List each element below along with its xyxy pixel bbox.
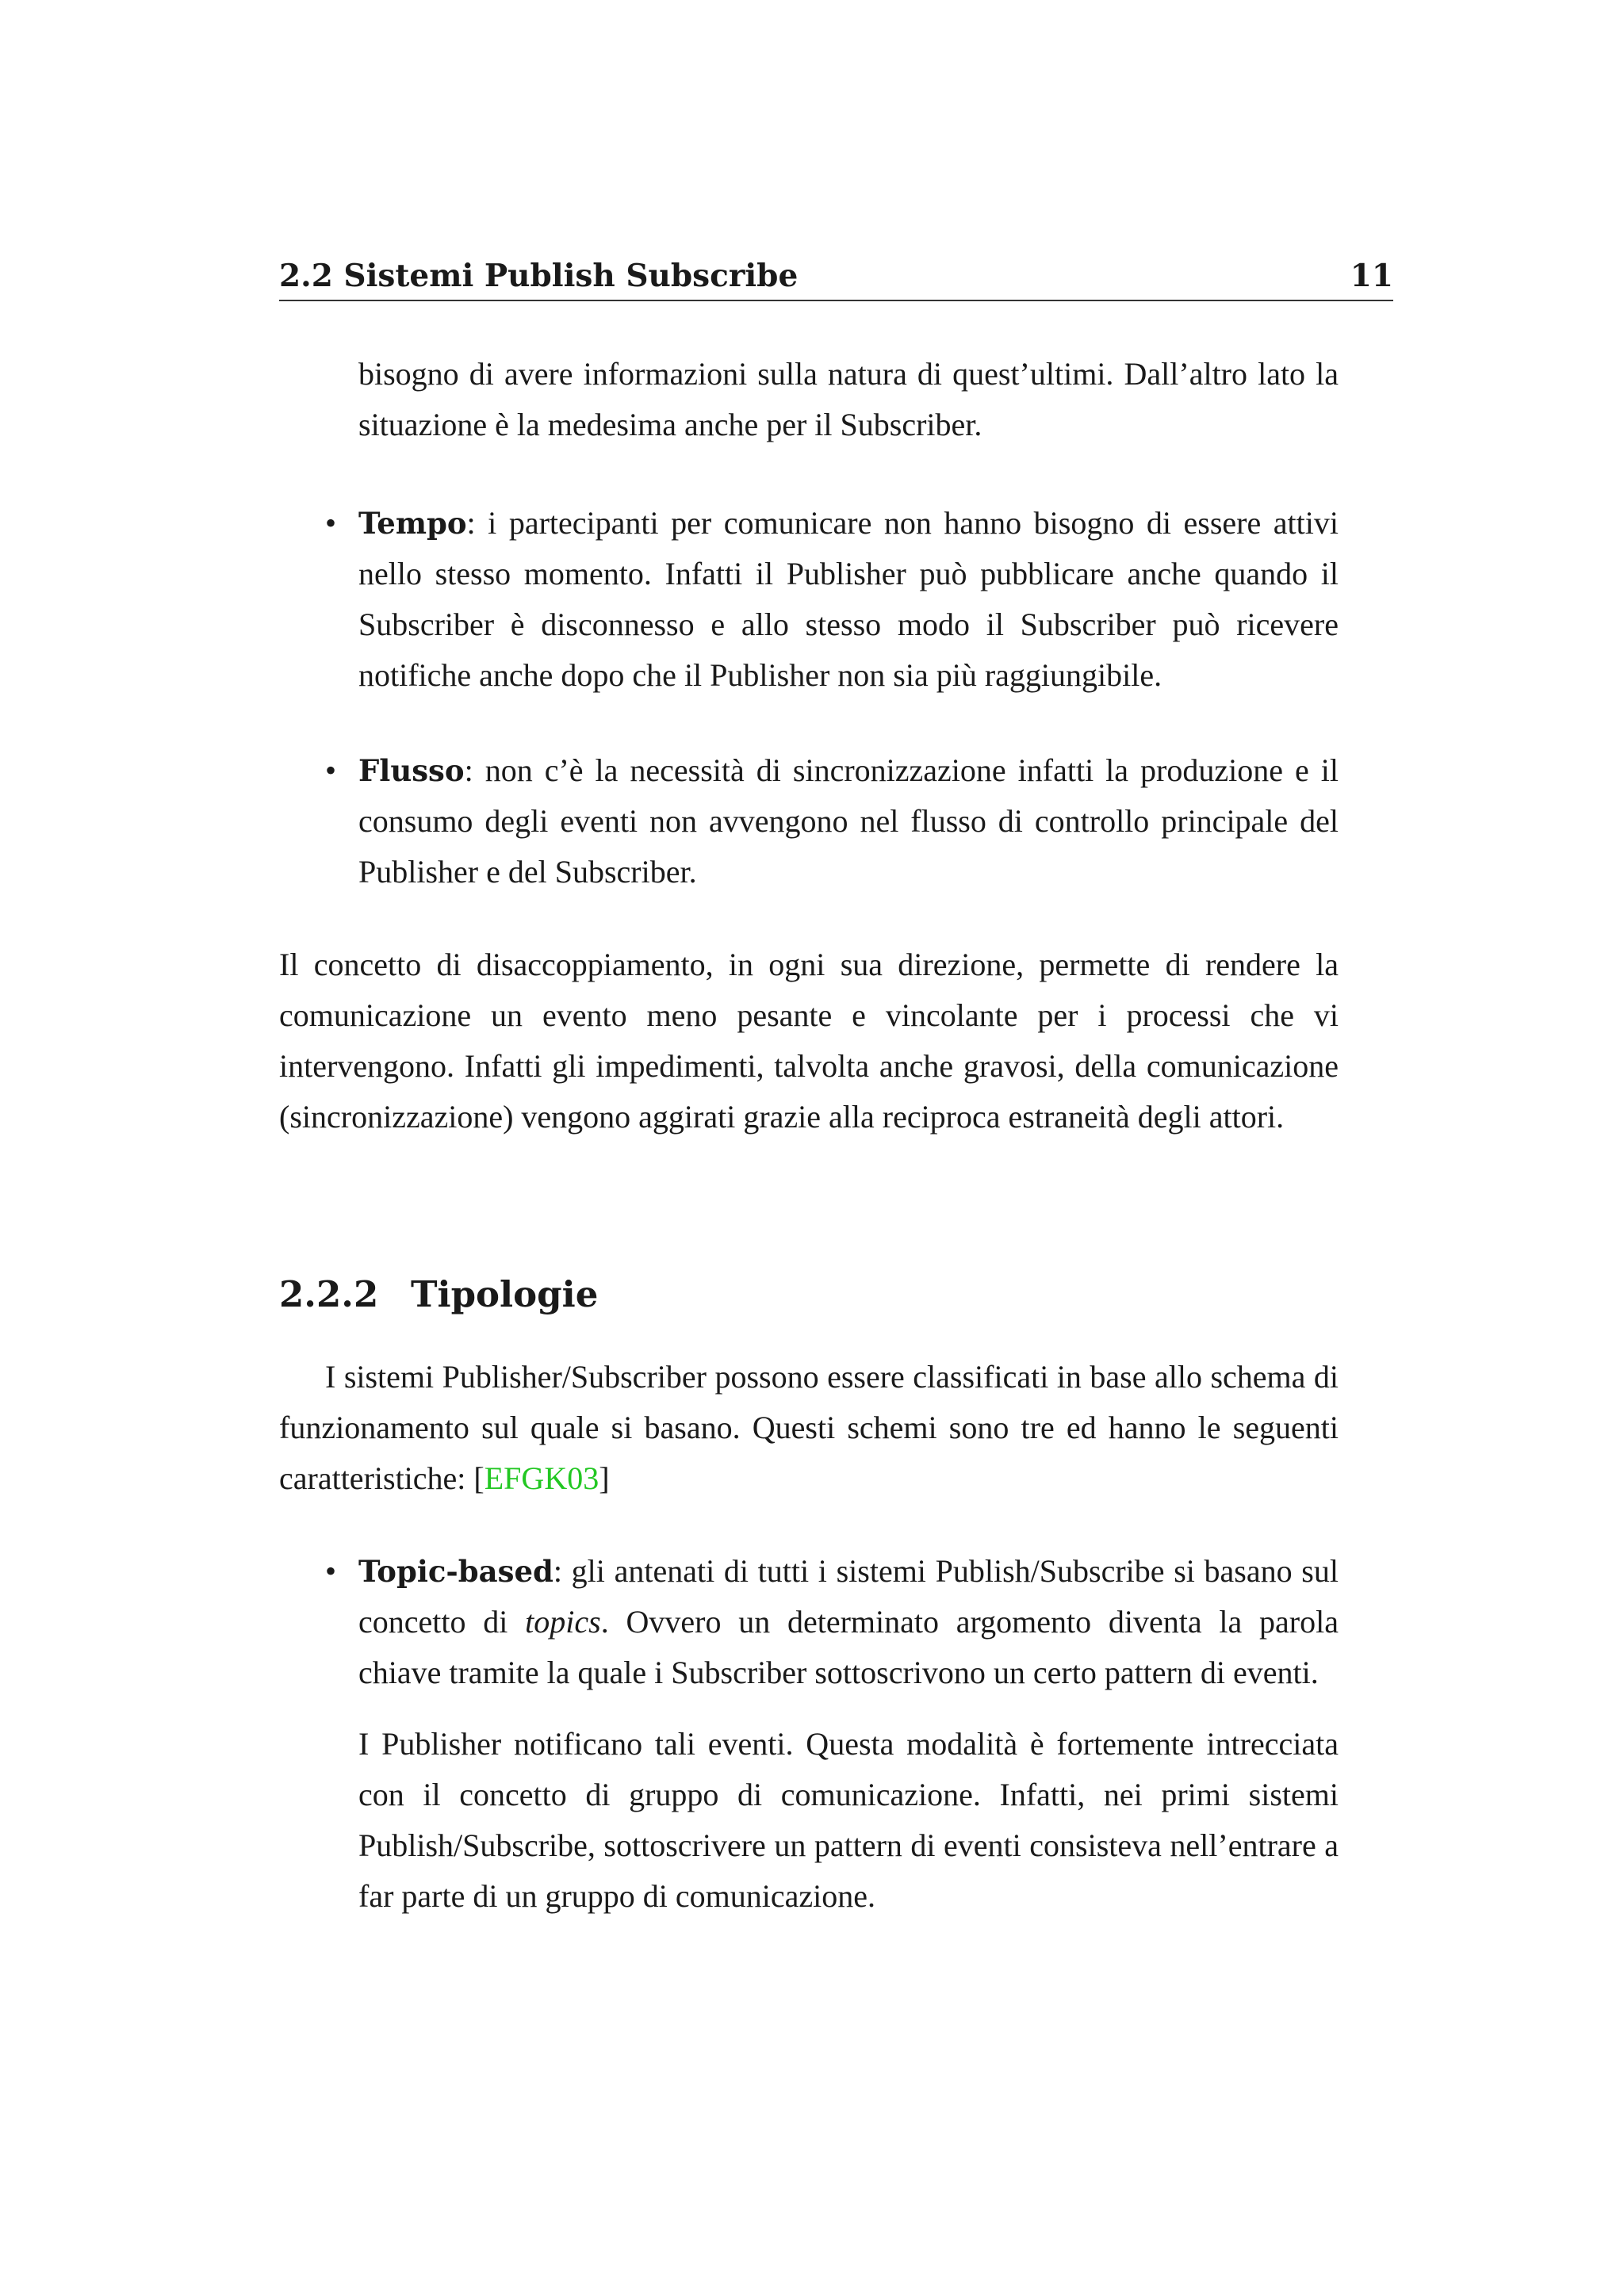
topic-emphasis: topics xyxy=(525,1604,601,1640)
section-number: 2.2.2 xyxy=(279,1273,379,1315)
term-topic-based: Topic-based xyxy=(358,1554,553,1589)
continuation-paragraph: bisogno di avere informazioni sulla natura di quest’ultimi. Dall’altro lato la situazione è la medesima anche per il Subscriber. xyxy=(358,356,1339,442)
decoupling-list xyxy=(279,498,1339,897)
bullet-icon: • xyxy=(325,1553,337,1589)
citation-link[interactable]: EFGK03 xyxy=(484,1460,599,1496)
types-list xyxy=(279,1546,1339,1922)
list-item-tempo xyxy=(279,498,1339,701)
list-item-flusso xyxy=(279,745,1339,897)
running-header xyxy=(279,252,1393,301)
header-section-title: 2.2 Sistemi Publish Subscribe xyxy=(279,258,799,294)
item-text-flusso: : non c’è la necessità di sincronizzazione infatti la produzione e il consumo degli eventi non avvengono nel flusso di controllo principale del Publisher e del Subscriber. xyxy=(358,752,1339,890)
decoupling-paragraph: Il concetto di disaccoppiamento, in ogni sua direzione, permette di rendere la comunicazione un evento meno pesante e vincolante per i processi che vi intervengono. Infatti gli impedimenti, talvolta anche gravosi, della comunicazione (sincronizzazione) vengono aggirati grazie alla reciproca estraneità degli attori. xyxy=(279,947,1339,1135)
citation-close-bracket: ] xyxy=(599,1460,610,1496)
bullet-icon: • xyxy=(325,505,337,541)
citation-open-bracket: [ xyxy=(473,1460,485,1496)
term-tempo: Tempo xyxy=(358,506,467,541)
item-text-tempo: : i partecipanti per comunicare non hanno bisogno di essere attivi nello stesso momento. Infatti il Publisher può pubblicare anche quando il Subscriber è disconnesso e allo stesso modo il Subscriber può ricevere notifiche anche dopo che il Publisher non sia più raggiungibile. xyxy=(358,505,1339,693)
topic-text-before: : gli antenati di tutti i sistemi Publish/Subscribe si basano sul concetto di xyxy=(358,1553,1339,1640)
bullet-icon: • xyxy=(325,752,337,788)
section-heading xyxy=(279,1267,598,1322)
list-item-topic-based xyxy=(279,1546,1339,1922)
section-title: Tipologie xyxy=(411,1273,599,1315)
term-flusso: Flusso xyxy=(358,753,465,788)
topic-text-after: . Ovvero un determinato argomento diventa la parola chiave tramite la quale i Subscriber sottoscrivono un certo pattern di eventi. xyxy=(358,1604,1339,1690)
header-page-number: 11 xyxy=(1350,258,1393,294)
intro-text: I sistemi Publisher/Subscriber possono essere classificati in base allo schema di funzionamento sul quale si basano. Questi schemi sono tre ed hanno le seguenti caratteristiche: xyxy=(279,1359,1339,1496)
intro-paragraph xyxy=(279,1352,1339,1504)
topic-based-second-paragraph: I Publisher notificano tali eventi. Questa modalità è fortemente intrecciata con il concetto di gruppo di comunicazione. Infatti, nei primi sistemi Publish/Subscribe, sottoscrivere un pattern di eventi consisteva nell’entrare a far parte di un gruppo di comunicazione. xyxy=(358,1726,1339,1914)
topic-based-first-paragraph xyxy=(358,1546,1339,1698)
